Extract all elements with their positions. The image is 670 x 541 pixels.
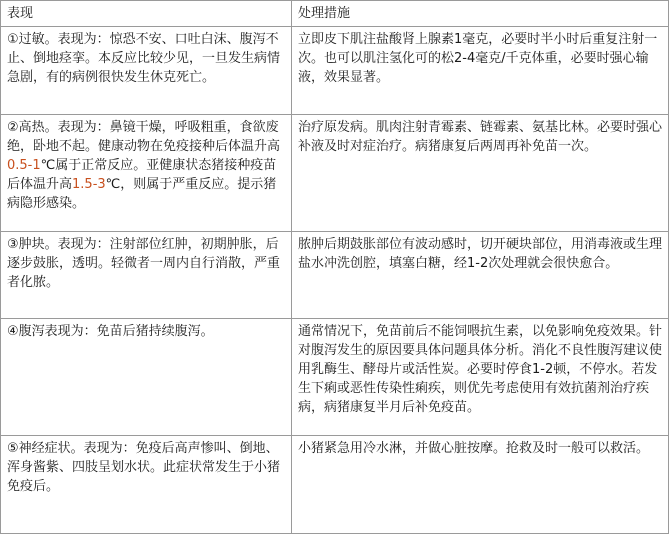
header-treatment: 处理措施 [292,1,669,27]
treatment-cell-fever: 治疗原发病。肌肉注射青霉素、链霉素、氨基比林。必要时强心补液及时对症治疗。病猪康复后两周再补免苗一次。 [292,115,669,232]
table-header-row [1,1,669,27]
treatment-cell-allergy: 立即皮下肌注盐酸肾上腺素1毫克，必要时半小时后重复注射一次。也可以肌注氢化可的松2-4毫克/千克体重，必要时强心输液，效果显著。 [292,27,669,115]
table-row [1,115,669,232]
symptom-cell-neuro: ⑤神经症状。表现为：免疫后高声惨叫、倒地、浑身酱紫、四肢呈划水状。此症状常发生于小猪免疫后。 [1,436,292,534]
symptom-cell-fever [1,115,292,232]
table-row [1,232,669,319]
fever-severe-range: 1.5-3 [72,177,106,192]
treatment-cell-diarrhea: 通常情况下，免苗前后不能饲喂抗生素，以免影响免疫效果。针对腹泻发生的原因要具体问题具体分析。消化不良性腹泻建议使用乳酶生、酵母片或活性炭。必要时停食1-2顿，不停水。若发生下痢或恶性传染性痢疾，则优先考虑使用有效抗菌剂治疗疾病，病猪康复半月后补免疫苗。 [292,319,669,436]
treatment-cell-neuro: 小猪紧急用冷水淋，并做心脏按摩。抢救及时一般可以救活。 [292,436,669,534]
treatment-cell-swelling: 脓肿后期鼓胀部位有波动感时，切开硬块部位，用消毒液或生理盐水冲洗创腔，填塞白糖，经1-2次处理就会很快愈合。 [292,232,669,319]
fever-text-post: ℃，则属于严重反应。提示猪病隐形感染。 [7,177,277,211]
fever-text-mid: ℃属于正常反应。亚健康状态猪接种疫苗后体温升高 [7,158,277,192]
fever-text-pre: ②高热。表现为：鼻镜干燥，呼吸粗重，食欲废绝，卧地不起。健康动物在免疫接种后体温升高 [7,120,281,154]
fever-normal-range: 0.5-1 [7,158,41,173]
symptom-cell-allergy: ①过敏。表现为：惊恐不安、口吐白沫、腹泻不止、倒地痉挛。本反应比较少见，一旦发生病情急剧，有的病例很快发生休克死亡。 [1,27,292,115]
table-row [1,436,669,534]
symptom-cell-swelling: ③肿块。表现为：注射部位红肿，初期肿胀，后逐步鼓胀，透明。轻微者一周内自行消散，严重者化脓。 [1,232,292,319]
table-row [1,27,669,115]
table-row [1,319,669,436]
header-symptom: 表现 [1,1,292,27]
symptom-cell-diarrhea: ④腹泻表现为：免苗后猪持续腹泻。 [1,319,292,436]
